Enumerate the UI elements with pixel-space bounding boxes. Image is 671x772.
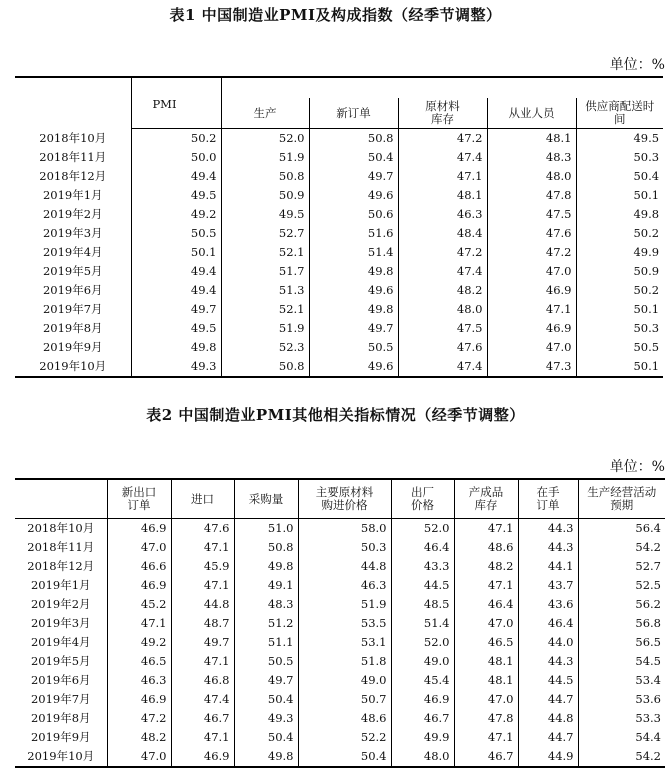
row-value: 47.1 (171, 576, 234, 595)
row-value: 47.0 (107, 538, 171, 557)
row-date: 2018年10月 (39, 130, 107, 145)
row-value: 50.6 (309, 205, 398, 224)
row-date: 2019年3月 (42, 226, 103, 240)
row-value: 50.4 (234, 690, 298, 709)
row-value: 50.4 (298, 747, 391, 767)
row-value: 52.0 (391, 633, 454, 652)
row-value: 54.4 (578, 728, 665, 747)
table-row (15, 557, 665, 576)
row-value: 46.6 (107, 557, 171, 576)
row-value: 58.0 (298, 519, 391, 539)
table-row (15, 671, 665, 690)
row-value: 53.5 (298, 614, 391, 633)
table-row (15, 576, 665, 595)
row-value: 48.6 (454, 538, 518, 557)
row-value: 46.4 (454, 595, 518, 614)
row-value: 46.9 (171, 747, 234, 767)
row-value: 51.6 (309, 224, 398, 243)
table2 (15, 478, 665, 768)
row-value: 48.1 (487, 129, 576, 149)
table1-unit: 单位：% (609, 57, 665, 73)
row-value: 56.4 (578, 519, 665, 539)
row-value: 49.8 (234, 747, 298, 767)
table1-header-production: 生产 (221, 98, 309, 129)
row-value: 47.1 (487, 300, 576, 319)
row-value: 49.5 (221, 205, 309, 224)
row-value: 46.4 (518, 614, 578, 633)
row-value: 51.4 (309, 243, 398, 262)
row-date: 2018年10月 (27, 521, 95, 535)
row-value: 54.2 (578, 747, 665, 767)
row-value: 52.0 (221, 129, 309, 149)
row-value: 53.3 (578, 709, 665, 728)
row-date: 2019年4月 (42, 245, 103, 259)
row-value: 50.4 (234, 728, 298, 747)
row-value: 49.9 (576, 243, 663, 262)
row-value: 49.7 (131, 300, 221, 319)
row-value: 52.7 (221, 224, 309, 243)
row-value: 50.1 (576, 357, 663, 377)
table2-unit: 单位：% (609, 459, 665, 475)
table-row (15, 614, 665, 633)
table2-header-output-prices: 出厂 价格 (391, 479, 454, 519)
table-row (15, 300, 663, 319)
row-value: 54.5 (578, 652, 665, 671)
row-value: 50.9 (576, 262, 663, 281)
row-date: 2019年9月 (42, 340, 103, 354)
row-value: 50.4 (309, 148, 398, 167)
table-row (15, 338, 663, 357)
row-value: 49.7 (171, 633, 234, 652)
row-value: 51.4 (391, 614, 454, 633)
row-value: 48.2 (454, 557, 518, 576)
row-value: 46.9 (107, 690, 171, 709)
row-value: 51.8 (298, 652, 391, 671)
table2-header-new-export-orders: 新出口 订单 (107, 479, 171, 519)
row-value: 49.2 (131, 205, 221, 224)
row-value: 46.3 (107, 671, 171, 690)
row-date: 2019年10月 (15, 747, 107, 767)
row-date: 2018年11月 (39, 150, 107, 164)
row-value: 50.5 (131, 224, 221, 243)
row-value: 48.3 (234, 595, 298, 614)
row-value: 50.7 (298, 690, 391, 709)
row-value: 52.0 (391, 519, 454, 539)
row-value: 52.5 (578, 576, 665, 595)
row-date: 2019年1月 (42, 188, 103, 202)
row-value: 46.8 (171, 671, 234, 690)
table-row (15, 281, 663, 300)
row-value: 47.1 (171, 728, 234, 747)
table1-corner (15, 77, 131, 129)
row-value: 49.4 (131, 262, 221, 281)
row-date: 2019年8月 (30, 711, 91, 725)
row-value: 50.1 (131, 243, 221, 262)
row-value: 56.8 (578, 614, 665, 633)
row-value: 51.9 (298, 595, 391, 614)
row-value: 45.2 (107, 595, 171, 614)
row-value: 43.6 (518, 595, 578, 614)
row-value: 45.4 (391, 671, 454, 690)
row-value: 52.1 (221, 300, 309, 319)
row-value: 50.0 (131, 148, 221, 167)
row-value: 48.7 (171, 614, 234, 633)
row-value: 49.6 (309, 186, 398, 205)
table-row (15, 595, 665, 614)
row-value: 56.2 (578, 595, 665, 614)
row-value: 50.1 (576, 300, 663, 319)
row-value: 44.8 (298, 557, 391, 576)
row-value: 49.5 (576, 129, 663, 149)
row-date: 2019年10月 (15, 357, 131, 377)
table-row (15, 357, 663, 377)
row-value: 47.2 (398, 129, 487, 149)
table-row (15, 633, 665, 652)
row-value: 47.4 (398, 148, 487, 167)
row-date: 2019年5月 (30, 654, 91, 668)
row-value: 48.0 (487, 167, 576, 186)
row-value: 49.8 (576, 205, 663, 224)
row-value: 50.8 (221, 167, 309, 186)
row-value: 48.3 (487, 148, 576, 167)
row-value: 49.7 (309, 319, 398, 338)
row-value: 43.3 (391, 557, 454, 576)
table-row (15, 243, 663, 262)
row-date: 2018年12月 (27, 559, 95, 573)
row-value: 50.3 (298, 538, 391, 557)
table-row (15, 319, 663, 338)
row-value: 46.7 (391, 709, 454, 728)
row-value: 52.1 (221, 243, 309, 262)
row-date: 2019年7月 (30, 692, 91, 706)
row-value: 44.5 (391, 576, 454, 595)
row-date: 2019年1月 (30, 578, 91, 592)
table2-body (15, 519, 665, 768)
table2-header-purchase-quantity: 采购量 (234, 479, 298, 519)
row-value: 47.1 (454, 728, 518, 747)
row-value: 47.1 (107, 614, 171, 633)
row-value: 52.2 (298, 728, 391, 747)
row-value: 50.9 (221, 186, 309, 205)
table1-header-new-orders: 新订单 (309, 98, 398, 129)
row-value: 44.3 (518, 652, 578, 671)
row-value: 50.1 (576, 186, 663, 205)
row-value: 51.7 (221, 262, 309, 281)
table1-body (15, 129, 663, 378)
table-row (15, 652, 665, 671)
row-value: 49.9 (391, 728, 454, 747)
row-value: 43.7 (518, 576, 578, 595)
row-value: 53.6 (578, 690, 665, 709)
row-value: 46.5 (454, 633, 518, 652)
row-value: 53.1 (298, 633, 391, 652)
row-value: 50.2 (131, 129, 221, 149)
row-value: 46.4 (391, 538, 454, 557)
row-value: 56.5 (578, 633, 665, 652)
row-value: 46.5 (107, 652, 171, 671)
row-date: 2018年11月 (27, 540, 95, 554)
row-value: 50.4 (576, 167, 663, 186)
row-value: 50.2 (576, 224, 663, 243)
row-date: 2019年6月 (30, 673, 91, 687)
table-row (15, 538, 665, 557)
table1-header-spacer (221, 77, 663, 98)
row-value: 48.6 (298, 709, 391, 728)
row-value: 48.5 (391, 595, 454, 614)
row-date: 2019年2月 (42, 207, 103, 221)
row-value: 50.8 (221, 357, 309, 377)
row-date: 2019年3月 (30, 616, 91, 630)
row-value: 44.7 (518, 728, 578, 747)
row-value: 53.4 (578, 671, 665, 690)
row-value: 49.6 (309, 281, 398, 300)
row-value: 44.0 (518, 633, 578, 652)
row-value: 46.3 (398, 205, 487, 224)
row-value: 47.8 (487, 186, 576, 205)
row-date: 2019年5月 (42, 264, 103, 278)
row-value: 47.1 (171, 652, 234, 671)
row-value: 48.1 (398, 186, 487, 205)
row-value: 49.0 (298, 671, 391, 690)
row-value: 46.9 (487, 281, 576, 300)
table2-title: 表2 中国制造业PMI其他相关指标情况（经季节调整） (146, 406, 525, 424)
row-value: 51.9 (221, 319, 309, 338)
row-value: 50.2 (576, 281, 663, 300)
row-value: 47.0 (107, 747, 171, 767)
row-value: 50.8 (309, 129, 398, 149)
row-value: 50.5 (309, 338, 398, 357)
row-value: 49.1 (234, 576, 298, 595)
row-value: 47.1 (171, 538, 234, 557)
row-date: 2019年6月 (42, 283, 103, 297)
table-row (15, 262, 663, 281)
row-value: 44.8 (171, 595, 234, 614)
row-value: 48.4 (398, 224, 487, 243)
row-value: 50.3 (576, 148, 663, 167)
table1-header-employment: 从业人员 (487, 98, 576, 129)
row-value: 46.7 (454, 747, 518, 767)
row-value: 47.0 (454, 690, 518, 709)
table-row (15, 747, 665, 767)
table2-header-business-expectations: 生产经营活动 预期 (578, 479, 665, 519)
row-value: 47.4 (398, 357, 487, 377)
table-row (15, 205, 663, 224)
row-value: 47.4 (398, 262, 487, 281)
table1-header-pmi: PMI (131, 77, 221, 129)
row-value: 47.1 (454, 519, 518, 539)
row-value: 44.3 (518, 538, 578, 557)
row-value: 47.2 (487, 243, 576, 262)
row-value: 49.0 (391, 652, 454, 671)
row-value: 47.6 (487, 224, 576, 243)
table-row (15, 709, 665, 728)
row-date: 2019年9月 (30, 730, 91, 744)
row-value: 46.9 (391, 690, 454, 709)
row-value: 52.3 (221, 338, 309, 357)
table2-corner (15, 479, 107, 519)
row-value: 49.4 (131, 281, 221, 300)
row-value: 50.3 (576, 319, 663, 338)
row-value: 50.5 (576, 338, 663, 357)
row-value: 46.3 (298, 576, 391, 595)
row-value: 46.9 (487, 319, 576, 338)
row-value: 50.5 (234, 652, 298, 671)
table-row (15, 690, 665, 709)
row-value: 45.9 (171, 557, 234, 576)
table2-header-imports: 进口 (171, 479, 234, 519)
row-value: 51.1 (234, 633, 298, 652)
row-value: 47.2 (107, 709, 171, 728)
table2-header-finished-goods-inventory: 产成品 库存 (454, 479, 518, 519)
row-value: 49.3 (131, 357, 221, 377)
row-value: 51.9 (221, 148, 309, 167)
table-row (15, 728, 665, 747)
row-value: 47.1 (454, 576, 518, 595)
row-value: 49.7 (234, 671, 298, 690)
row-date: 2019年4月 (30, 635, 91, 649)
row-value: 49.8 (309, 300, 398, 319)
row-value: 47.8 (454, 709, 518, 728)
table-row (15, 129, 663, 149)
row-value: 44.5 (518, 671, 578, 690)
row-value: 54.2 (578, 538, 665, 557)
row-value: 44.8 (518, 709, 578, 728)
row-value: 44.7 (518, 690, 578, 709)
row-value: 47.1 (398, 167, 487, 186)
table1 (15, 76, 663, 378)
table2-header-input-prices: 主要原材料 购进价格 (298, 479, 391, 519)
row-value: 51.2 (234, 614, 298, 633)
row-value: 49.7 (309, 167, 398, 186)
row-value: 46.7 (171, 709, 234, 728)
row-date: 2019年8月 (42, 321, 103, 335)
row-value: 46.9 (107, 519, 171, 539)
row-value: 47.6 (171, 519, 234, 539)
table-row (15, 224, 663, 243)
table1-header-raw-material-inventory: 原材料 库存 (398, 98, 487, 129)
row-date: 2019年2月 (30, 597, 91, 611)
row-value: 49.8 (131, 338, 221, 357)
table1-header-supplier-delivery: 供应商配送时 间 (576, 98, 663, 129)
table1-title: 表1 中国制造业PMI及构成指数（经季节调整） (169, 6, 502, 24)
row-value: 51.0 (234, 519, 298, 539)
row-value: 47.5 (398, 319, 487, 338)
table-row (15, 519, 665, 539)
row-value: 51.3 (221, 281, 309, 300)
row-value: 44.9 (518, 747, 578, 767)
row-value: 48.1 (454, 671, 518, 690)
row-value: 48.1 (454, 652, 518, 671)
row-value: 49.8 (234, 557, 298, 576)
row-value: 47.0 (487, 338, 576, 357)
table2-header-backlog-orders: 在手 订单 (518, 479, 578, 519)
row-value: 47.0 (487, 262, 576, 281)
row-value: 49.6 (309, 357, 398, 377)
row-value: 47.2 (398, 243, 487, 262)
table-row (15, 167, 663, 186)
row-value: 52.7 (578, 557, 665, 576)
row-value: 49.2 (107, 633, 171, 652)
row-date: 2018年12月 (39, 169, 107, 183)
row-value: 48.2 (398, 281, 487, 300)
table-row (15, 148, 663, 167)
row-value: 47.6 (398, 338, 487, 357)
row-value: 47.5 (487, 205, 576, 224)
row-value: 49.8 (309, 262, 398, 281)
row-value: 49.4 (131, 167, 221, 186)
row-value: 49.5 (131, 186, 221, 205)
row-value: 48.2 (107, 728, 171, 747)
row-value: 47.3 (487, 357, 576, 377)
row-value: 47.0 (454, 614, 518, 633)
row-value: 49.3 (234, 709, 298, 728)
row-value: 44.3 (518, 519, 578, 539)
row-value: 47.4 (171, 690, 234, 709)
row-value: 48.0 (398, 300, 487, 319)
row-value: 46.9 (107, 576, 171, 595)
row-value: 50.8 (234, 538, 298, 557)
row-value: 44.1 (518, 557, 578, 576)
row-value: 48.0 (391, 747, 454, 767)
row-value: 49.5 (131, 319, 221, 338)
table-row (15, 186, 663, 205)
row-date: 2019年7月 (42, 302, 103, 316)
